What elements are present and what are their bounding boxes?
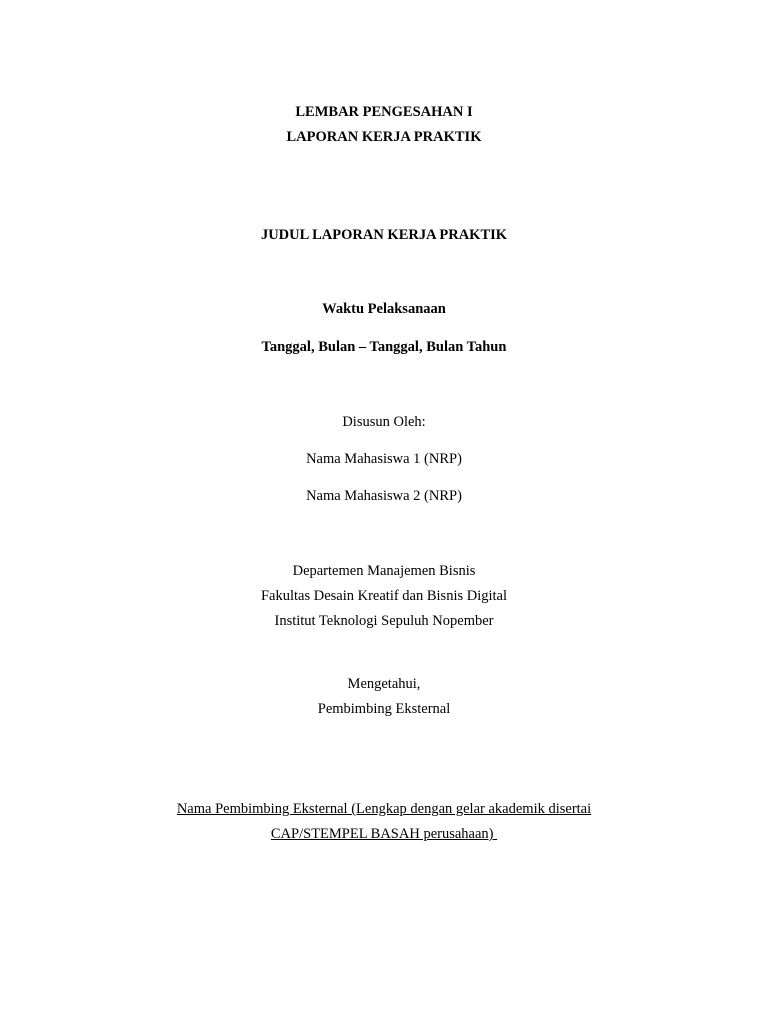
report-title: JUDUL LAPORAN KERJA PRAKTIK xyxy=(260,227,508,243)
author-name-2: Nama Mahasiswa 2 (NRP) xyxy=(306,488,462,504)
signatory-line-2: CAP/STEMPEL BASAH perusahaan) xyxy=(270,826,498,842)
department-name: Departemen Manajemen Bisnis xyxy=(292,563,476,579)
report-type-title: LAPORAN KERJA PRAKTIK xyxy=(286,129,482,145)
signatory-line-1: Nama Pembimbing Eksternal (Lengkap dengan gelar akademik disertai xyxy=(176,801,592,817)
schedule-dates: Tanggal, Bulan – Tanggal, Bulan Tahun xyxy=(261,339,507,355)
university-name: Institut Teknologi Sepuluh Nopember xyxy=(274,613,494,629)
faculty-name: Fakultas Desain Kreatif dan Bisnis Digital xyxy=(260,588,508,604)
supervisor-role: Pembimbing Eksternal xyxy=(317,701,451,717)
schedule-label: Waktu Pelaksanaan xyxy=(322,301,446,317)
acknowledged-label: Mengetahui, xyxy=(347,676,421,692)
sheet-title: LEMBAR PENGESAHAN I xyxy=(295,104,473,120)
authors-label: Disusun Oleh: xyxy=(342,414,426,430)
author-name-1: Nama Mahasiswa 1 (NRP) xyxy=(306,451,462,467)
